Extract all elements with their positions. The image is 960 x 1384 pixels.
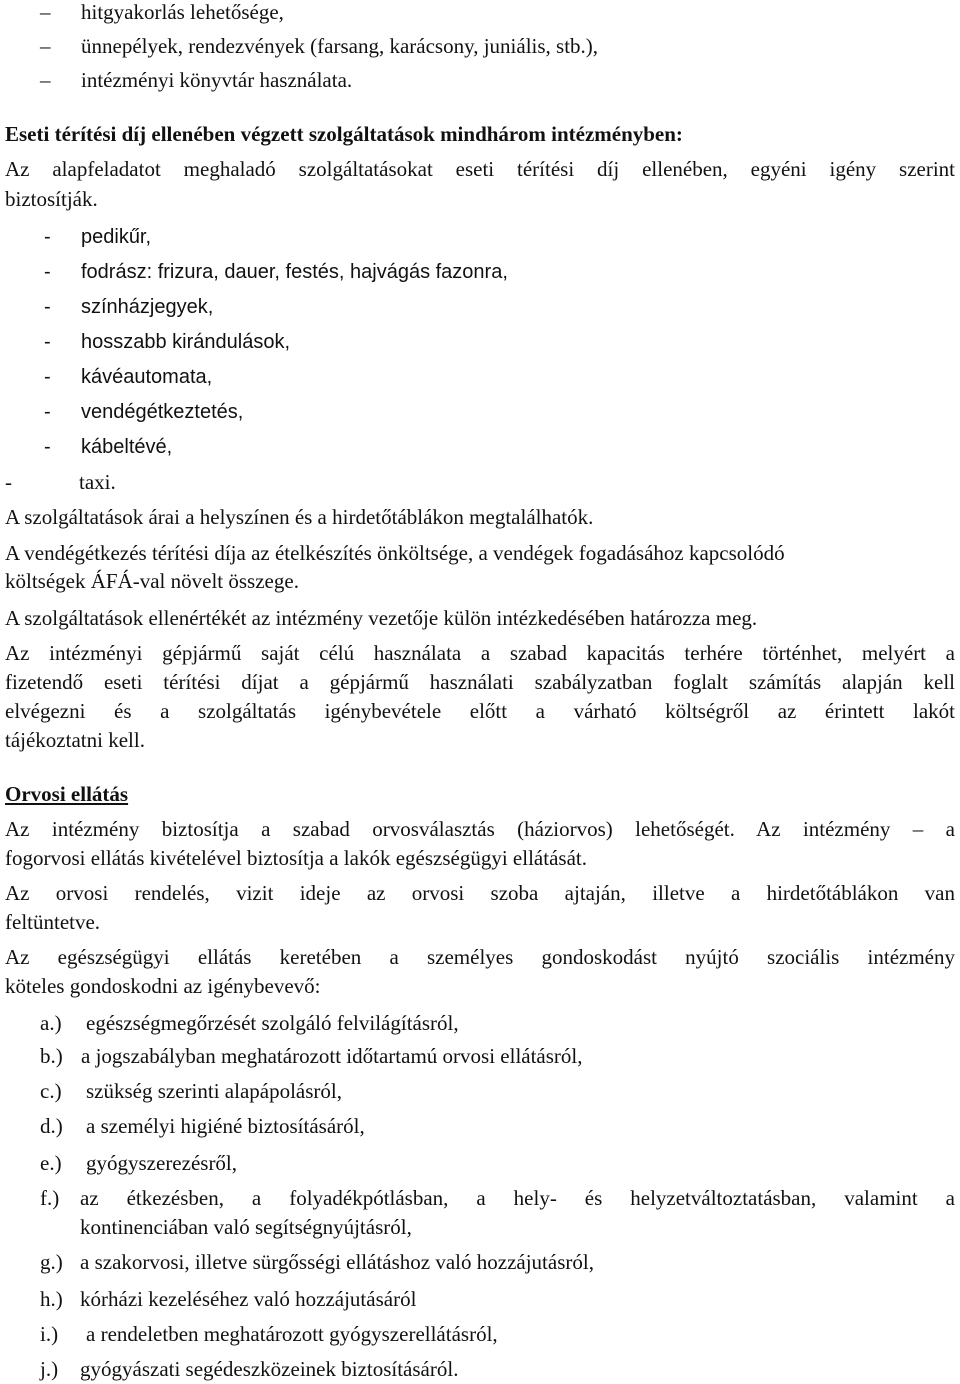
- paragraph-line: fogorvosi ellátás kivételével biztosítja a lakók egészségügyi ellátását.: [5, 846, 587, 870]
- list-dash: -: [44, 226, 51, 248]
- list-label: c.): [40, 1079, 62, 1103]
- paragraph-line: Az alapfeladatot meghaladó szolgáltatásokat eseti térítési díj ellenében, egyéni igény szerint: [5, 157, 955, 181]
- list-item: taxi.: [79, 470, 116, 494]
- list-item: színházjegyek,: [81, 296, 214, 318]
- section-heading: Eseti térítési díj ellenében végzett szolgáltatások mindhárom intézményben:: [5, 122, 683, 146]
- list-label: b.): [40, 1044, 63, 1068]
- list-item: gyógyászati segédeszközeinek biztosításáról.: [80, 1357, 459, 1381]
- list-item: a szakorvosi, illetve sürgősségi ellátáshoz való hozzájutásról,: [80, 1250, 594, 1274]
- list-dash: -: [5, 470, 12, 494]
- list-item: gyógyszerezésről,: [86, 1151, 238, 1175]
- list-label: f.): [40, 1186, 60, 1210]
- list-item: fodrász: frizura, dauer, festés, hajvágás fazonra,: [81, 261, 508, 283]
- list-item: intézményi könyvtár használata.: [81, 68, 353, 92]
- list-dash: -: [44, 366, 51, 388]
- list-label: j.): [40, 1357, 59, 1381]
- list-item: egészségmegőrzését szolgáló felvilágításról,: [86, 1011, 459, 1035]
- list-dash: –: [40, 68, 51, 92]
- paragraph-line: feltüntetve.: [5, 910, 101, 934]
- paragraph-line: Az intézmény biztosítja a szabad orvosválasztás (háziorvos) lehetőségét. Az intézmény – a: [5, 817, 955, 841]
- list-dash: -: [44, 331, 51, 353]
- list-label: i.): [40, 1322, 59, 1346]
- list-item-continuation: kontinenciában való segítségnyújtásról,: [80, 1215, 412, 1239]
- paragraph-line: Az egészségügyi ellátás keretében a személyes gondoskodást nyújtó szociális intézmény: [5, 945, 955, 969]
- list-item: kávéautomata,: [81, 366, 213, 388]
- section-heading: Orvosi ellátás: [5, 782, 129, 806]
- paragraph-line: köteles gondoskodni az igénybevevő:: [5, 974, 321, 998]
- paragraph-line: A vendégétkezés térítési díja az ételkészítés önköltsége, a vendégek fogadásához kapcsolódó: [5, 541, 785, 565]
- list-item: ünnepélyek, rendezvények (farsang, karácsony, juniális, stb.),: [81, 34, 599, 58]
- list-dash: -: [44, 296, 51, 318]
- list-dash: -: [44, 401, 51, 423]
- list-item: az étkezésben, a folyadékpótlásban, a hely- és helyzetváltoztatásban, valamint a: [80, 1186, 955, 1210]
- list-item: hitgyakorlás lehetősége,: [81, 0, 284, 24]
- list-item: vendégétkeztetés,: [81, 401, 244, 423]
- list-item: a jogszabályban meghatározott időtartamú orvosi ellátásról,: [81, 1044, 583, 1068]
- list-item: szükség szerinti alapápolásról,: [86, 1079, 342, 1103]
- paragraph-line: tájékoztatni kell.: [5, 728, 145, 752]
- paragraph-line: Az intézményi gépjármű saját célú használata a szabad kapacitás terhére történhet, melyért a: [5, 641, 955, 665]
- list-dash: –: [40, 34, 51, 58]
- paragraph-line: biztosítják.: [5, 187, 98, 211]
- list-label: a.): [40, 1011, 62, 1035]
- list-label: e.): [40, 1151, 62, 1175]
- paragraph-line: fizetendő eseti térítési díjat a gépjármű használati szabályzatban foglalt számítás alapján kell: [5, 670, 955, 694]
- list-item: kábeltévé,: [81, 436, 173, 458]
- list-item: a rendeletben meghatározott gyógyszerellátásról,: [86, 1322, 498, 1346]
- list-label: h.): [40, 1287, 63, 1311]
- list-dash: -: [44, 436, 51, 458]
- paragraph-line: elvégezni és a szolgáltatás igénybevétele előtt a várható költségről az érintett lakót: [5, 699, 955, 723]
- list-dash: –: [40, 0, 51, 24]
- paragraph-line: költségek ÁFÁ-val növelt összege.: [5, 569, 299, 593]
- list-label: g.): [40, 1250, 63, 1274]
- paragraph-line: Az orvosi rendelés, vizit ideje az orvosi szoba ajtaján, illetve a hirdetőtáblákon van: [5, 881, 955, 905]
- list-item: kórházi kezeléséhez való hozzájutásáról: [80, 1287, 417, 1311]
- list-label: d.): [40, 1114, 63, 1138]
- list-item: pedikűr,: [81, 226, 152, 248]
- list-dash: -: [44, 261, 51, 283]
- list-item: hosszabb kirándulások,: [81, 331, 291, 353]
- paragraph-line: A szolgáltatások ellenértékét az intézmény vezetője külön intézkedésében határozza meg.: [5, 606, 758, 630]
- list-item: a személyi higiéné biztosításáról,: [86, 1114, 365, 1138]
- paragraph-line: A szolgáltatások árai a helyszínen és a hirdetőtáblákon megtalálhatók.: [5, 505, 594, 529]
